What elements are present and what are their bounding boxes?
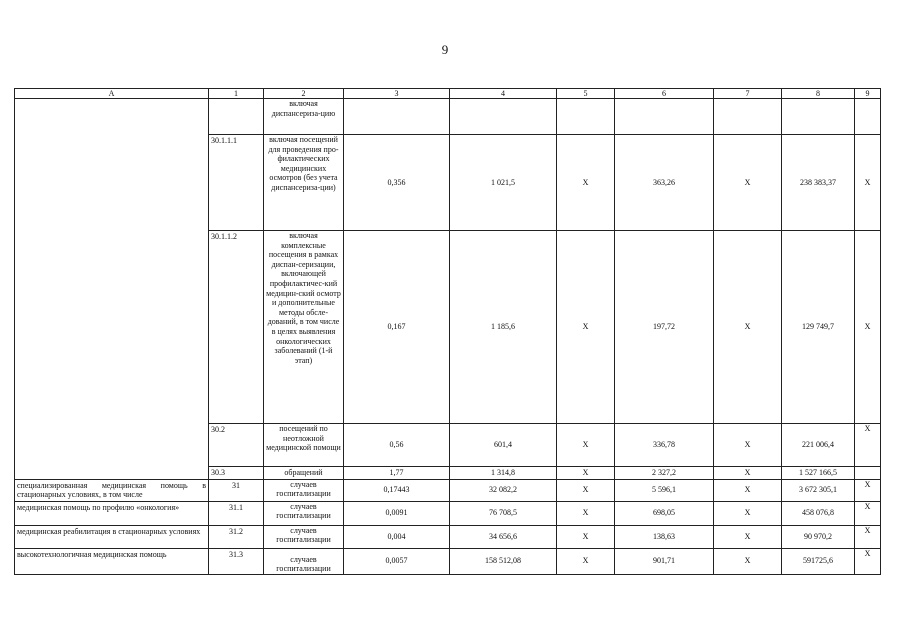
cell-col6: 138,63 <box>615 525 714 548</box>
row-label-merged <box>15 99 209 480</box>
row-name: случаев госпитализации <box>264 479 344 501</box>
cell-col8 <box>782 99 855 135</box>
cell-col8: 3 672 305,1 <box>782 479 855 501</box>
cell-col6: 5 596,1 <box>615 479 714 501</box>
cell-col3: 0,004 <box>344 525 450 548</box>
header-cell-8: 8 <box>782 89 855 99</box>
header-cell-2: 2 <box>264 89 344 99</box>
cell-col9: Х <box>855 548 881 574</box>
cell-col6: 698,05 <box>615 501 714 525</box>
cell-col5 <box>557 99 615 135</box>
cell-col4: 32 082,2 <box>450 479 557 501</box>
row-label: высокотехнологичная медицинская помощь <box>15 548 209 574</box>
cell-col9: Х <box>855 501 881 525</box>
header-cell-9: 9 <box>855 89 881 99</box>
header-cell-5: 5 <box>557 89 615 99</box>
row-name: включая диспансериза-цию <box>264 99 344 135</box>
row-label: медицинская помощь по профилю «онкология» <box>15 501 209 525</box>
cell-col3: 0,356 <box>344 135 450 231</box>
cell-col5: Х <box>557 501 615 525</box>
cell-col7: Х <box>714 479 782 501</box>
cell-col7: Х <box>714 548 782 574</box>
row-code: 30.3 <box>209 467 264 480</box>
cell-col4 <box>450 99 557 135</box>
row-code: 31.1 <box>209 501 264 525</box>
row-code: 30.2 <box>209 424 264 467</box>
cell-col9: Х <box>855 135 881 231</box>
cell-col7: Х <box>714 135 782 231</box>
row-name: случаев госпитализации <box>264 525 344 548</box>
row-label: медицинская реабилитация в стационарных условиях <box>15 525 209 548</box>
cell-col4: 76 708,5 <box>450 501 557 525</box>
row-code: 30.1.1.2 <box>209 231 264 424</box>
cell-col3 <box>344 99 450 135</box>
cell-col5: Х <box>557 424 615 467</box>
cell-col5: Х <box>557 231 615 424</box>
cell-col9: Х <box>855 231 881 424</box>
header-cell-7: 7 <box>714 89 782 99</box>
cell-col5: Х <box>557 479 615 501</box>
cell-col9: Х <box>855 424 881 467</box>
cell-col6: 2 327,2 <box>615 467 714 480</box>
page-number: 9 <box>441 42 449 57</box>
cell-col4: 1 314,8 <box>450 467 557 480</box>
row-name: случаев госпитализации <box>264 501 344 525</box>
row-label: специализированная медицинская помощь в стационарных условиях, в том числе <box>15 479 209 501</box>
cell-col3: 0,17443 <box>344 479 450 501</box>
cell-col4: 601,4 <box>450 424 557 467</box>
row-name: посещений по неотложной медицинской помощи <box>264 424 344 467</box>
cell-col3: 1,77 <box>344 467 450 480</box>
cell-col8: 129 749,7 <box>782 231 855 424</box>
cell-col5: Х <box>557 467 615 480</box>
cell-col5: Х <box>557 525 615 548</box>
cell-col9 <box>855 467 881 480</box>
row-code: 31 <box>209 479 264 501</box>
cell-col9: Х <box>855 525 881 548</box>
cell-col8: 238 383,37 <box>782 135 855 231</box>
cell-col6: 197,72 <box>615 231 714 424</box>
table-row <box>15 479 881 501</box>
cell-col7 <box>714 99 782 135</box>
cell-col8: 591725,6 <box>782 548 855 574</box>
row-code: 31.3 <box>209 548 264 574</box>
table-header-row <box>15 89 881 99</box>
table-row <box>15 525 881 548</box>
row-code: 31.2 <box>209 525 264 548</box>
cell-col8: 458 076,8 <box>782 501 855 525</box>
cell-col8: 90 970,2 <box>782 525 855 548</box>
cell-col5: Х <box>557 135 615 231</box>
cell-col7: Х <box>714 231 782 424</box>
cell-col3: 0,56 <box>344 424 450 467</box>
cell-col7: Х <box>714 424 782 467</box>
table-row <box>15 501 881 525</box>
row-name: случаев госпитализации <box>264 548 344 574</box>
cell-col4: 1 185,6 <box>450 231 557 424</box>
cell-col6: 336,78 <box>615 424 714 467</box>
row-name: обращений <box>264 467 344 480</box>
cell-col3: 0,0057 <box>344 548 450 574</box>
header-cell-a: А <box>15 89 209 99</box>
cell-col3: 0,167 <box>344 231 450 424</box>
row-name: включая комплексные посещения в рамках диспан-серизации, включающей профилактичес-кий медицин-ский осмотр и дополнительные методы обсле-дований, в том числе в целях выявления онкологических заболеваний (1-й этап) <box>264 231 344 424</box>
cell-col9: Х <box>855 479 881 501</box>
cell-col7: Х <box>714 467 782 480</box>
header-cell-3: 3 <box>344 89 450 99</box>
cell-col5: Х <box>557 548 615 574</box>
cell-col3: 0,0091 <box>344 501 450 525</box>
row-code: 30.1.1.1 <box>209 135 264 231</box>
header-cell-1: 1 <box>209 89 264 99</box>
data-table <box>14 88 881 575</box>
cell-col6: 363,26 <box>615 135 714 231</box>
cell-col9 <box>855 99 881 135</box>
cell-col4: 1 021,5 <box>450 135 557 231</box>
cell-col4: 158 512,08 <box>450 548 557 574</box>
table-row <box>15 548 881 574</box>
header-cell-6: 6 <box>615 89 714 99</box>
row-code <box>209 99 264 135</box>
cell-col6 <box>615 99 714 135</box>
header-cell-4: 4 <box>450 89 557 99</box>
row-name: включая посещений для проведения про-филактических медицинских осмотров (без учета диспансериза-ции) <box>264 135 344 231</box>
cell-col8: 221 006,4 <box>782 424 855 467</box>
cell-col6: 901,71 <box>615 548 714 574</box>
cell-col8: 1 527 166,5 <box>782 467 855 480</box>
table-row <box>15 99 881 135</box>
cell-col7: Х <box>714 525 782 548</box>
cell-col4: 34 656,6 <box>450 525 557 548</box>
cell-col7: Х <box>714 501 782 525</box>
